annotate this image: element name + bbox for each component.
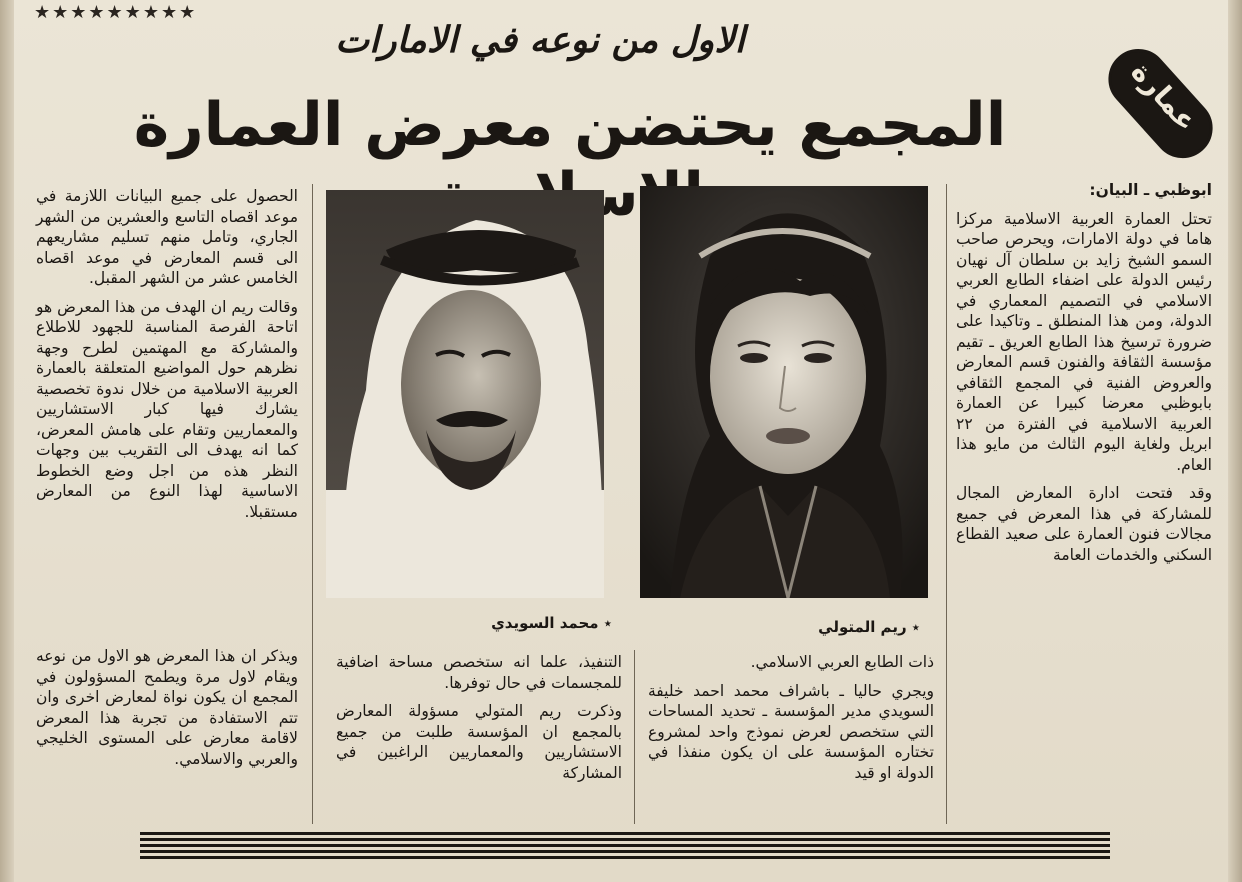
article-column-middle-left — [336, 652, 622, 791]
dateline: ابوظبي ـ البيان: — [1089, 181, 1212, 199]
photo-caption-woman: ٭ ريم المتولي — [818, 618, 920, 636]
column-paragraph: ذات الطابع العربي الاسلامي. — [750, 653, 934, 671]
article-column-right — [956, 180, 1212, 573]
page-left-edge — [0, 0, 14, 882]
column-divider — [634, 650, 635, 824]
column-paragraph: الحصول على جميع البيانات اللازمة في موعد اقصاه التاسع والعشرين من الشهر الجاري، وتامل منهم تسليم مشاريعهم الى قسم المعارض في موعد اقصاه الخامس عشر من الشهر المقبل. — [36, 187, 298, 287]
page-right-edge — [1228, 0, 1242, 882]
column-paragraph: التنفيذ، علما انه ستخصص مساحة اضافية للمجسمات في حال توفرها. — [336, 653, 622, 692]
portrait-photo-man — [326, 190, 604, 598]
column-paragraph: وقالت ريم ان الهدف من هذا المعرض هو اتاحة الفرصة المناسبة للجهود للاطلاع والمشاركة مع المهتمين لطرح وجهة نظرهم حول المواضيع المتعلقة بالعمارة العربية الاسلامية من خلال ندوة تخصصية يشارك فيها كبار الاستشاريين والمعماريين وتقام على هامش المعرض، كما انه يهدف الى التقريب بين وجهات النظر هذه من اجل وضع الخطوط الاساسية لهذا النوع من المعارض مستقبلا. — [36, 297, 298, 521]
headline-kicker: الاول من نوعه في الامارات — [335, 20, 745, 61]
section-badge-label: عمارة — [1124, 55, 1204, 138]
column-paragraph: تحتل العمارة العربية الاسلامية مركزا هاما في دولة الامارات، ويحرص صاحب السمو الشيخ زايد بن سلطان آل نهيان رئيس الدولة على اضفاء الطابع العربي الاسلامي في التصميم المعماري في الدولة، ومن هذا المنطلق ـ وتاكيدا على ضرورة ترسيخ هذا الطابع العريق ـ تقيم مؤسسة الثقافة والفنون قسم المعارض والعروض الفنية في المجمع الثقافي بابوظبي معرضا كبيرا عن العمارة العربية الاسلامية في الفترة من ٢٢ ابريل ولغاية اليوم الثالث من مايو هذا العام. — [956, 209, 1212, 474]
bottom-rule-lines — [140, 832, 1110, 866]
column-paragraph: وقد فتحت ادارة المعارض المجال للمشاركة في هذا المعرض في جميع مجالات فنون العمارة على صعيد القطاع السكني والخدمات العامة — [956, 484, 1212, 564]
portrait-photo-woman — [640, 186, 928, 598]
photo-caption-man: ٭ محمد السويدي — [491, 614, 612, 632]
article-column-left-bottom — [36, 646, 298, 777]
column-paragraph: ويجري حاليا ـ باشراف محمد احمد خليفة السويدي مدير المؤسسة ـ تحديد المساحات التي ستخصص لعرض نموذج واحد لمشروع تختاره المؤسسة على ان يكون منفذا في الدولة او قيد — [648, 681, 934, 782]
column-paragraph: وذكرت ريم المتولي مسؤولة المعارض بالمجمع ان المؤسسة طلبت من جميع الاستشاريين والمعماريين الراغبين في المشاركة — [336, 702, 622, 782]
column-paragraph: ويذكر ان هذا المعرض هو الاول من نوعه ويقام لاول مرة ويطمح المسؤولون في المجمع ان يكون نواة لمعارض اخرى وان تتم الاستفادة من تجربة هذا المعرض لاقامة معارض على المستوى الخليجي والعربي والاسلامي. — [36, 647, 298, 768]
article-column-middle-right — [648, 652, 934, 791]
column-divider — [312, 184, 313, 824]
portrait-woman-image — [640, 186, 928, 598]
portrait-man-image — [326, 190, 604, 598]
star-ornament-row: ★★★★★★★★★ — [34, 2, 198, 23]
article-column-left-top — [36, 186, 298, 530]
column-divider — [946, 184, 947, 824]
headline: المجمع يحتضن معرض العمارة — [133, 90, 1007, 160]
